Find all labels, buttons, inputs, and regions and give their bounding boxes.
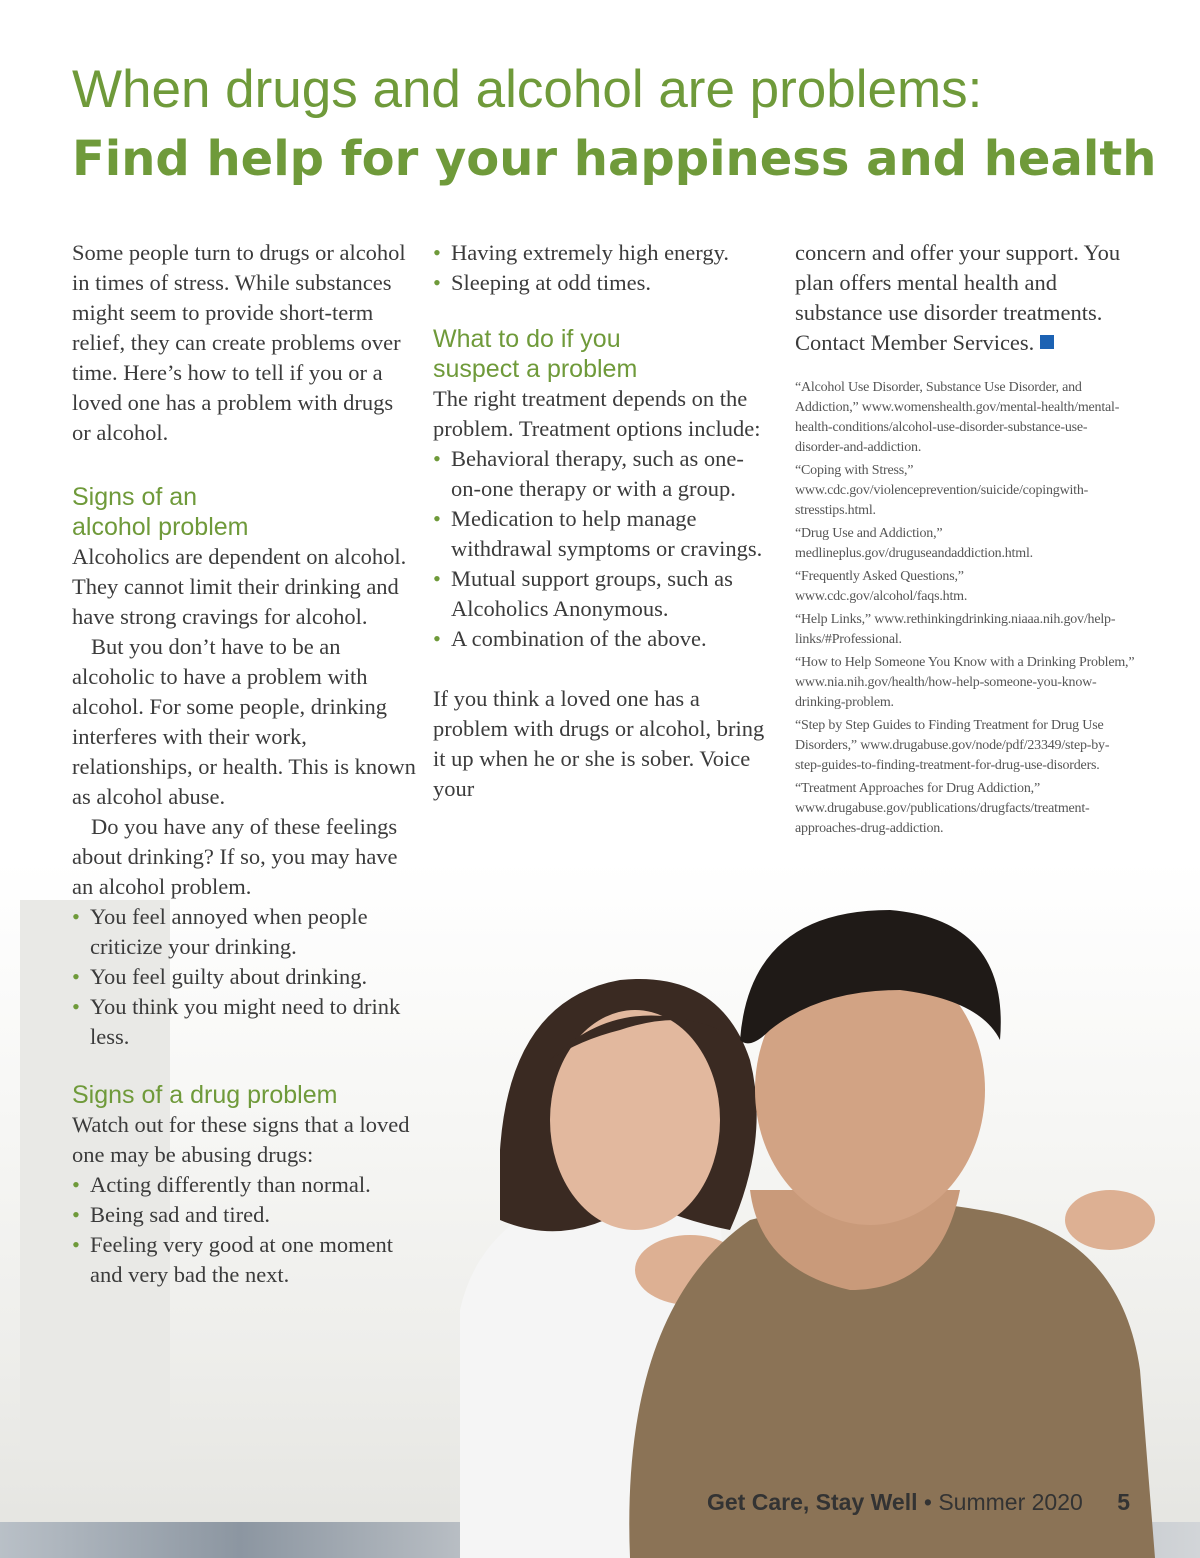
support-paragraph-text: concern and offer your support. You plan offers mental health and substance use disorder treatments. Contact Member Services. — [795, 240, 1121, 355]
alcohol-paragraph-1: Alcoholics are dependent on alcohol. They cannot limit their drinking and have strong cravings for alcohol. — [72, 544, 407, 629]
couple-photo — [420, 890, 1180, 1558]
loved-one-paragraph: If you think a loved one has a problem with drugs or alcohol, bring it up when he or she is sober. Voice your — [433, 686, 765, 801]
reference-item: “Alcohol Use Disorder, Substance Use Disorder, and Addiction,” www.womenshealth.gov/mental-health/mental-health-conditions/alcohol-use-disorder-substance-use-disorder-and-addiction. — [795, 380, 1120, 455]
alcohol-paragraph-2: But you don’t have to be an alcoholic to have a problem with alcohol. For some people, drinking interferes with their work, relationships, or health. This is known as alcohol abuse. — [72, 634, 416, 809]
page-subtitle: Find help for your happiness and health — [72, 131, 1157, 187]
treatment-paragraph: The right treatment depends on the problem. Treatment options include: — [433, 386, 761, 441]
support-paragraph — [795, 238, 1135, 358]
issue-date: Summer 2020 — [938, 1489, 1083, 1515]
footer-separator: • — [923, 1489, 932, 1515]
reference-item: “Help Links,” www.rethinkingdrinking.niaaa.nih.gov/help-links/#Professional. — [795, 612, 1116, 647]
references-list — [795, 378, 1135, 839]
end-of-article-mark-icon — [1040, 335, 1054, 349]
what-to-do-heading — [433, 324, 773, 384]
drug-signs-list-continued — [433, 238, 773, 298]
list-item: • Medication to help manage withdrawal symptoms or cravings. — [433, 504, 773, 564]
alcohol-paragraph-3: Do you have any of these feelings about drinking? If so, you may have an alcohol problem. — [72, 814, 398, 899]
alcohol-signs-list — [72, 902, 417, 1052]
alcohol-heading-line-2: alcohol problem — [72, 513, 249, 541]
list-item: • Feeling very good at one moment and very bad the next. — [72, 1230, 417, 1290]
list-item: • Sleeping at odd times. — [433, 268, 773, 298]
intro-paragraph: Some people turn to drugs or alcohol in times of stress. While substances might seem to provide short-term relief, they can create problems over time. Here’s how to tell if you or a loved one has a problem with drugs or alcohol. — [72, 240, 406, 445]
list-item: • A combination of the above. — [433, 624, 773, 654]
reference-item: “Frequently Asked Questions,” www.cdc.gov/alcohol/faqs.htm. — [795, 569, 968, 604]
page-title: When drugs and alcohol are problems: — [72, 60, 983, 119]
drug-signs-list — [72, 1170, 417, 1290]
page-footer — [707, 1487, 1130, 1517]
drug-intro-paragraph: Watch out for these signs that a loved one may be abusing drugs: — [72, 1112, 410, 1167]
reference-item: “Step by Step Guides to Finding Treatment for Drug Use Disorders,” www.drugabuse.gov/node/pdf/23349/step-by-step-guides-to-finding-treatment-for-drug-use-disorders. — [795, 718, 1110, 773]
list-item: • Mutual support groups, such as Alcoholics Anonymous. — [433, 564, 773, 624]
reference-item: “How to Help Someone You Know with a Drinking Problem,” www.nia.nih.gov/health/how-help-someone-you-know-drinking-problem. — [795, 655, 1135, 710]
what-to-do-heading-line-1: What to do if you — [433, 325, 621, 353]
list-item: • You feel guilty about drinking. — [72, 962, 417, 992]
list-item: • Behavioral therapy, such as one-on-one therapy or with a group. — [433, 444, 773, 504]
column-2 — [433, 238, 773, 804]
alcohol-problem-heading — [72, 482, 417, 542]
list-item: • Being sad and tired. — [72, 1200, 417, 1230]
what-to-do-heading-line-2: suspect a problem — [433, 355, 638, 383]
treatment-options-list — [433, 444, 773, 654]
drug-problem-heading: Signs of a drug problem — [72, 1081, 338, 1109]
alcohol-heading-line-1: Signs of an — [72, 483, 198, 511]
list-item: • Having extremely high energy. — [433, 238, 773, 268]
reference-item: “Drug Use and Addiction,” medlineplus.gov/druguseandaddiction.html. — [795, 526, 1033, 561]
publication-name: Get Care, Stay Well — [707, 1489, 918, 1515]
column-1 — [72, 238, 417, 1290]
list-item: • You feel annoyed when people criticize your drinking. — [72, 902, 417, 962]
list-item: • You think you might need to drink less. — [72, 992, 417, 1052]
page-number: 5 — [1117, 1489, 1130, 1515]
column-3 — [795, 238, 1135, 842]
reference-item: “Coping with Stress,” www.cdc.gov/violenceprevention/suicide/copingwith-stresstips.html. — [795, 463, 1089, 518]
list-item: • Acting differently than normal. — [72, 1170, 417, 1200]
reference-item: “Treatment Approaches for Drug Addiction,” www.drugabuse.gov/publications/drugfacts/treatment-approaches-drug-addiction. — [795, 781, 1090, 836]
